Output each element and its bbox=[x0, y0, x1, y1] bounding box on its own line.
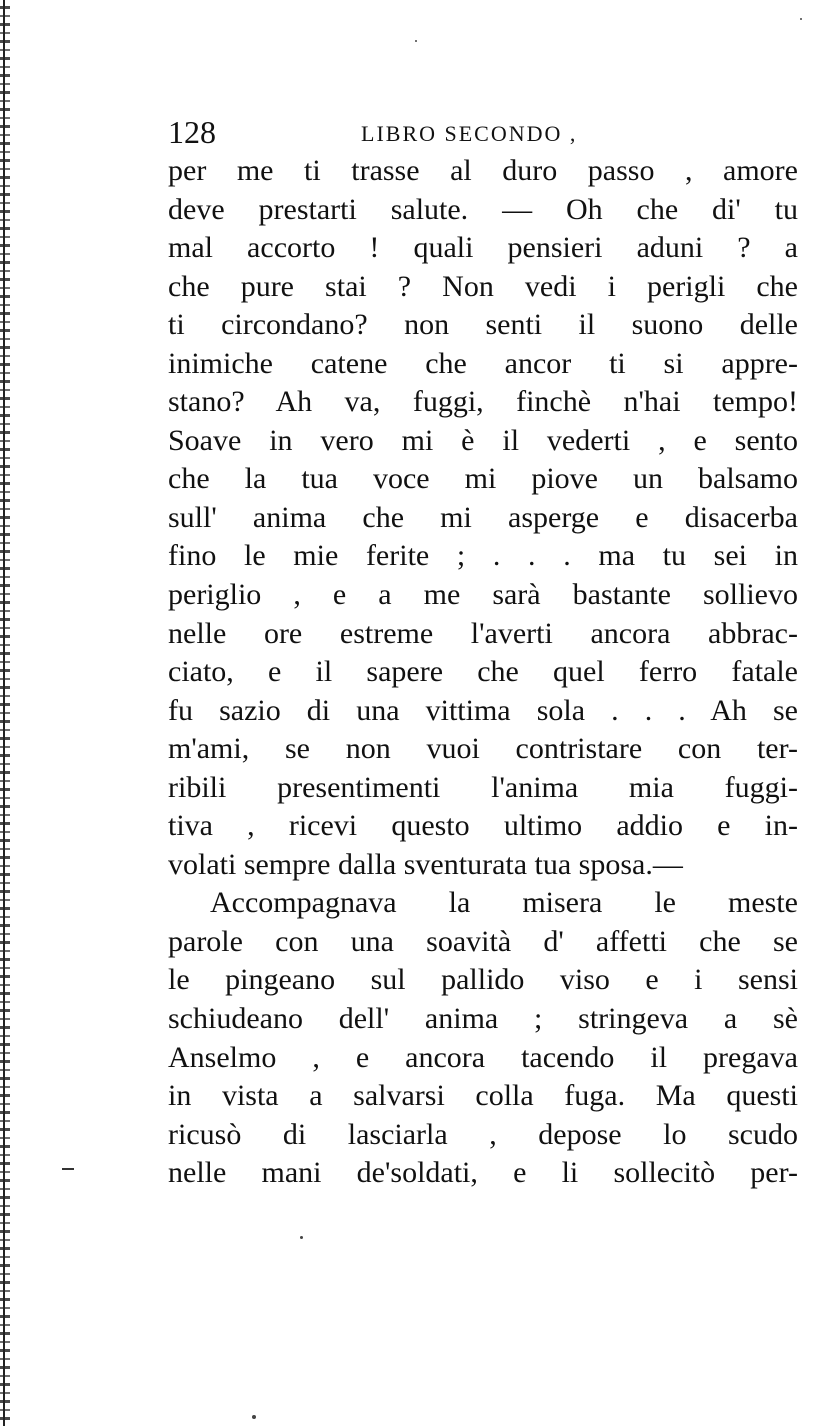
text-line: ciato, e il sapere che quel ferro fatale bbox=[168, 655, 798, 689]
text-line: ribili presentimenti l'anima mia fuggi- bbox=[168, 770, 798, 804]
page-number: 128 bbox=[168, 114, 216, 150]
text-line: schiudeano dell' anima ; stringeva a sè bbox=[168, 1002, 798, 1036]
text-line: deve prestarti salute. — Oh che di' tu bbox=[168, 192, 798, 226]
text-line: mal accorto ! quali pensieri aduni ? a bbox=[168, 231, 798, 265]
text-line: fino le mie ferite ; . . . ma tu sei in bbox=[168, 539, 798, 573]
text-line: nelle ore estreme l'averti ancora abbrac- bbox=[168, 616, 798, 650]
text-line: le pingeano sul pallido viso e i sensi bbox=[168, 963, 798, 997]
text-line: ti circondano? non senti il suono delle bbox=[168, 308, 798, 342]
text-line: parole con una soavità d' affetti che se bbox=[168, 924, 798, 958]
text-line: nelle mani de'soldati, e li sollecitò per- bbox=[168, 1156, 798, 1190]
margin-dash-mark bbox=[62, 1168, 74, 1170]
text-line: volati sempre dalla sventurata tua sposa.— bbox=[168, 847, 683, 881]
text-line: inimiche catene che ancor ti si appre- bbox=[168, 346, 798, 380]
text-line: stano? Ah va, fuggi, finchè n'hai tempo! bbox=[168, 385, 798, 419]
paragraph-start-line: Accompagnava la misera le meste bbox=[210, 886, 798, 920]
text-line: che la tua voce mi piove un balsamo bbox=[168, 462, 798, 496]
text-line: Soave in vero mi è il vederti , e sento bbox=[168, 423, 798, 457]
text-line: in vista a salvarsi colla fuga. Ma questi bbox=[168, 1079, 798, 1113]
text-line: tiva , ricevi questo ultimo addio e in- bbox=[168, 809, 798, 843]
binding-line bbox=[3, 0, 5, 1426]
running-head: LIBRO SECONDO , bbox=[361, 121, 578, 146]
ink-speck bbox=[300, 1236, 303, 1239]
page-header bbox=[168, 110, 800, 154]
ink-speck bbox=[800, 18, 802, 20]
text-line: che pure stai ? Non vedi i perigli che bbox=[168, 269, 798, 303]
text-line: fu sazio di una vittima sola . . . Ah se bbox=[168, 693, 798, 727]
body-text bbox=[168, 152, 798, 1193]
text-line: per me ti trasse al duro passo , amore bbox=[168, 154, 798, 187]
text-line: sull' anima che mi asperge e disacerba bbox=[168, 500, 798, 534]
text-line: ricusò di lasciarla , depose lo scudo bbox=[168, 1117, 798, 1151]
text-line: m'ami, se non vuoi contristare con ter- bbox=[168, 732, 798, 766]
binding-edge bbox=[0, 0, 10, 1426]
text-line: Anselmo , e ancora tacendo il pregava bbox=[168, 1040, 798, 1074]
ink-speck bbox=[252, 1415, 256, 1419]
ink-speck bbox=[415, 40, 417, 42]
text-line: periglio , e a me sarà bastante sollievo bbox=[168, 578, 798, 612]
